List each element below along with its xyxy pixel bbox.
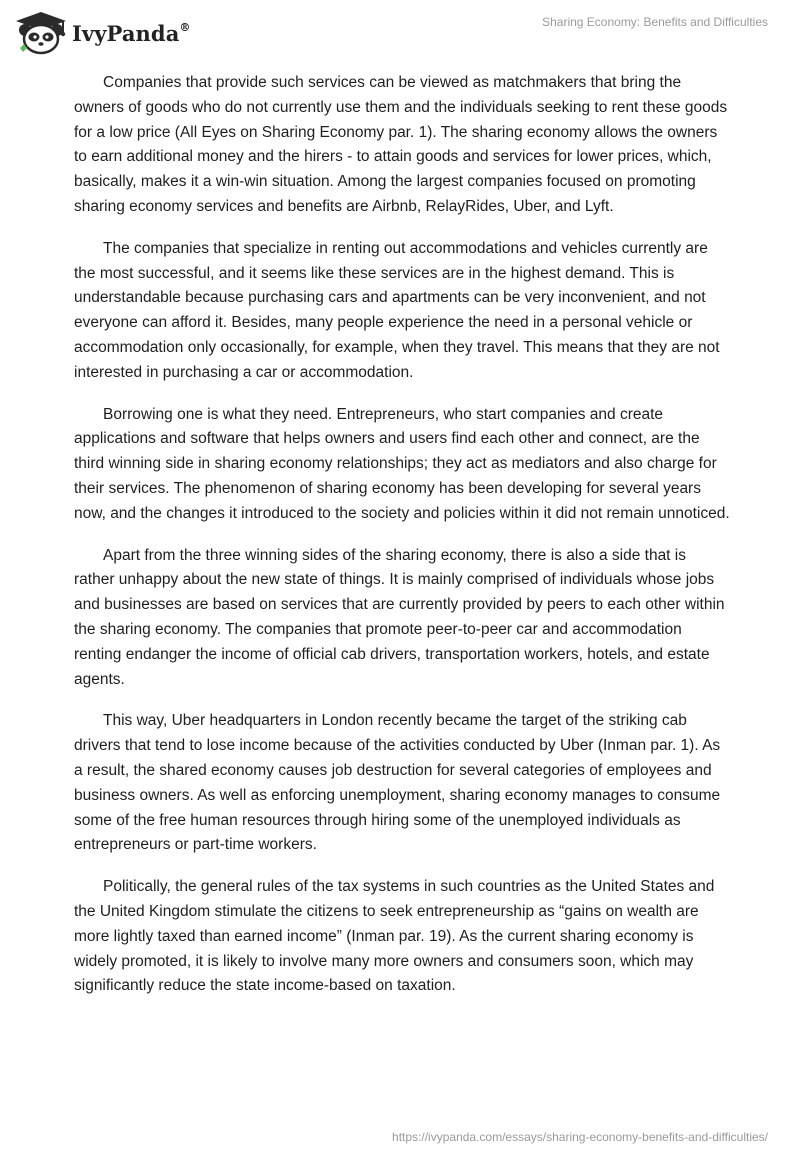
- paragraph: The companies that specialize in renting out accommodations and vehicles currently are the most successful, and it seems like these services are in the highest demand. This is understandable because purchasing cars and apartments can be very inconvenient, and not everyone can afford it. Besides, many people experience the need in a personal vehicle or accommodation only occasionally, for example, when they travel. This means that they are not interested in purchasing a car or accommodation.: [74, 239, 720, 381]
- document-title: Sharing Economy: Benefits and Difficulties: [542, 15, 768, 29]
- source-url[interactable]: https://ivypanda.com/essays/sharing-economy-benefits-and-difficulties/: [392, 1130, 768, 1144]
- brand-name: IvyPanda®: [72, 20, 191, 46]
- paragraph: Companies that provide such services can be viewed as matchmakers that bring the owners of goods who do not currently use them and the individuals seeking to rent these goods for a low price (All Eyes on Sharing Economy par. 1). The sharing economy allows the owners to earn additional money and the hirers - to attain goods and services for lower prices, which, basically, makes it a win-win situation. Among the largest companies focused on promoting sharing economy services and benefits are Airbnb, RelayRides, Uber, and Lyft.: [74, 74, 728, 215]
- panda-graduate-icon: [14, 10, 68, 56]
- paragraph: Borrowing one is what they need. Entrepreneurs, who start companies and create applications and software that helps owners and users find each other and connect, are the third winning side in sharing economy relationships; they act as mediators and also charge for their services. The phenomenon of sharing economy has been developing for several years now, and the changes it introduced to the society and policies within it did not remain unnoticed.: [74, 405, 730, 522]
- paragraph: Apart from the three winning sides of the sharing economy, there is also a side that is rather unhappy about the new state of things. It is mainly comprised of individuals whose jobs and businesses are based on services that are currently provided by peers to each other within the sharing economy. The companies that promote peer-to-peer car and accommodation renting endanger the income of official cab drivers, transportation workers, hotels, and estate agents.: [74, 546, 725, 688]
- page-header: [0, 0, 800, 70]
- registered-mark: ®: [179, 20, 191, 34]
- paragraph: Politically, the general rules of the tax systems in such countries as the United States and the United Kingdom stimulate the citizens to seek entrepreneurship as “gains on wealth are more lightly taxed than earned income” (Inman par. 19). As the current sharing economy is widely promoted, it is likely to involve many more owners and consumers soon, which may significantly reduce the state income-based on taxation.: [74, 878, 715, 995]
- brand-logo[interactable]: [14, 6, 191, 60]
- paragraph: This way, Uber headquarters in London recently became the target of the striking cab drivers that tend to lose income because of the activities conducted by Uber (Inman par. 1). As a result, the shared economy causes job destruction for several categories of employees and business owners. As well as enforcing unemployment, sharing economy manages to consume some of the free human resources through hiring some of the unemployed individuals as entrepreneurs or part-time workers.: [74, 712, 721, 854]
- essay-body: [74, 71, 730, 1016]
